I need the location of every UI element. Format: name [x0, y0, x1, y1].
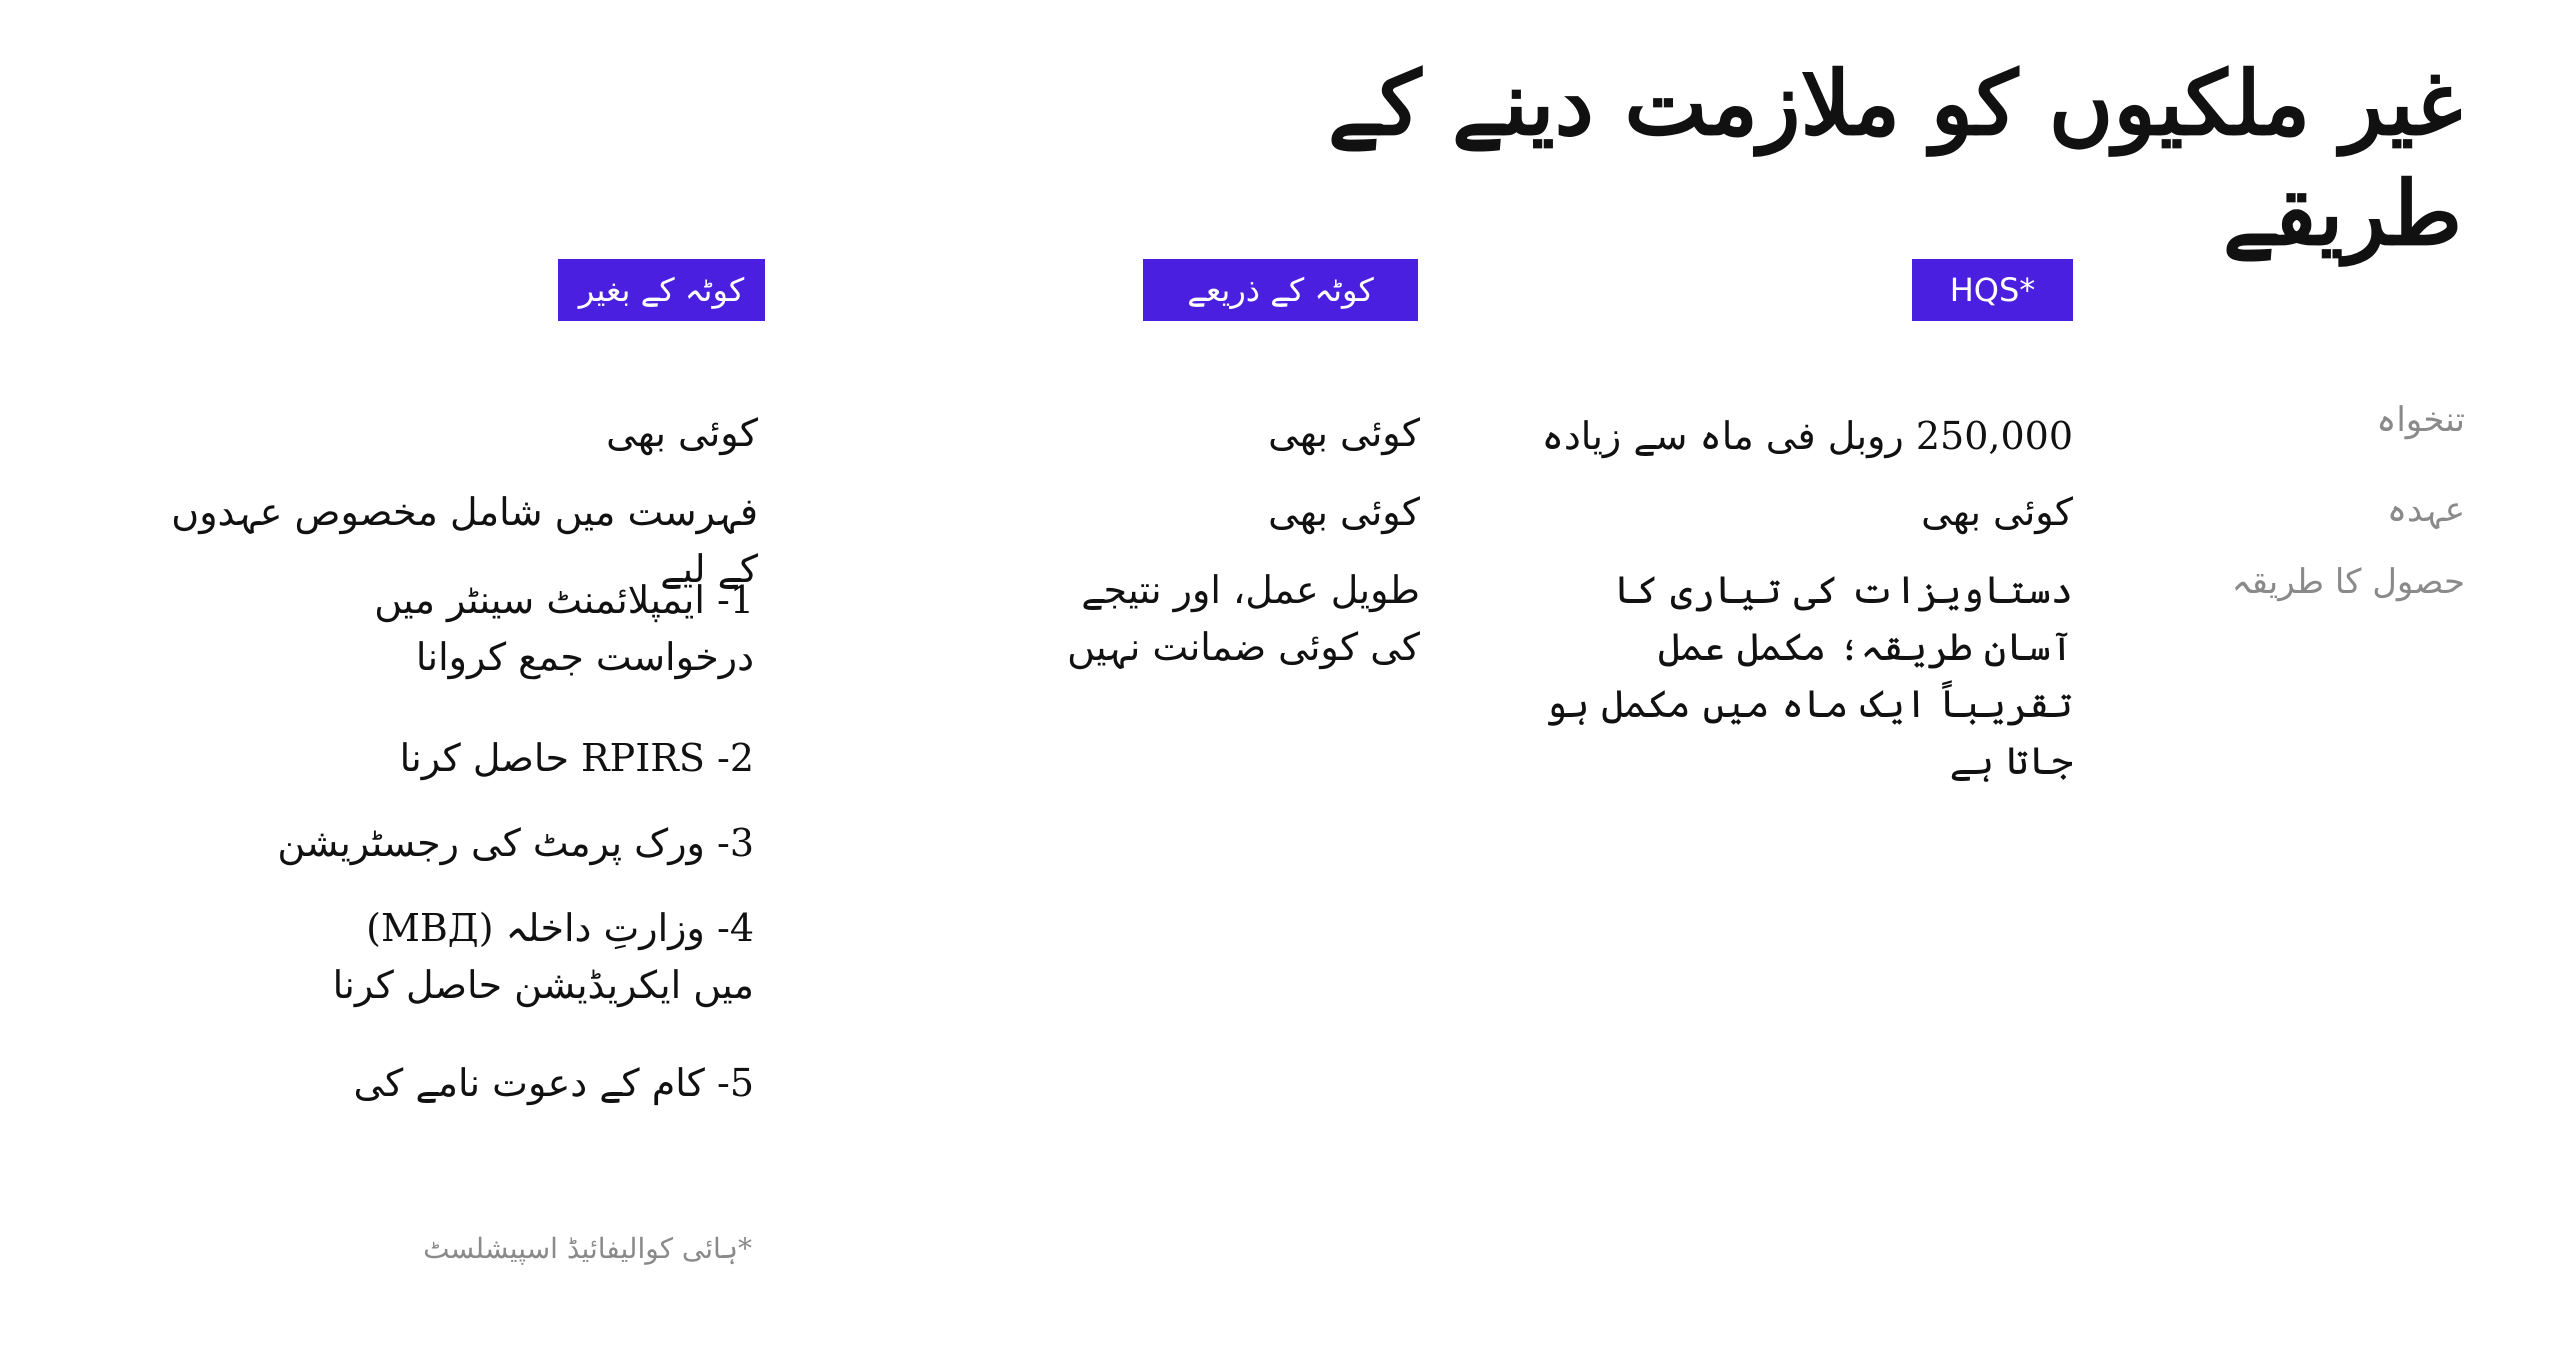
method-hqs: دستاویزات کی تیاری کا آسان طریقہ؛ مکمل عمل تقریباً ایک ماہ میں مکمل ہو جاتا ہے [1545, 568, 2073, 783]
position-quota: کوئی بھی [1268, 490, 1420, 534]
row-label-method: حصول کا طریقہ [2231, 562, 2465, 602]
method-step-1: 1- ایمپلائمنٹ سینٹر میں درخواست جمع کروانا [374, 578, 754, 679]
position-hqs: کوئی بھی [1921, 490, 2073, 534]
row-label-position: عہدہ [2387, 490, 2465, 530]
row-label-salary: تنخواہ [2376, 400, 2465, 440]
footnote: *ہائی کوالیفائیڈ اسپیشلسٹ [423, 1232, 752, 1265]
column-header-quota: کوٹہ کے ذریعے [1143, 259, 1418, 321]
method-step-3: 3- ورک پرمٹ کی رجسٹریشن [277, 821, 754, 865]
salary-hqs: 250,000 روبل فی ماہ سے زیادہ [1541, 414, 2073, 458]
method-step-5: 5- کام کے دعوت نامے کی [353, 1061, 754, 1105]
method-step-2: 2- RPIRS حاصل کرنا [399, 736, 754, 780]
column-header-hqs: HQS* [1912, 259, 2073, 321]
method-quota: طویل عمل، اور نتیجے کی کوئی ضمانت نہیں [1067, 568, 1420, 669]
salary-quota: کوئی بھی [1268, 411, 1420, 455]
method-step-4: 4- وزارتِ داخلہ (МВД) میں ایکریڈیشن حاصل کرنا [332, 906, 754, 1007]
salary-no-quota: کوئی بھی [606, 411, 758, 455]
column-header-no-quota: کوٹہ کے بغیر [558, 259, 765, 321]
page-title: غیر ملکیوں کو ملازمت دینے کے طریقے [1327, 51, 2462, 265]
position-no-quota: فہرست میں شامل مخصوص عہدوں کے لیے [171, 490, 758, 591]
